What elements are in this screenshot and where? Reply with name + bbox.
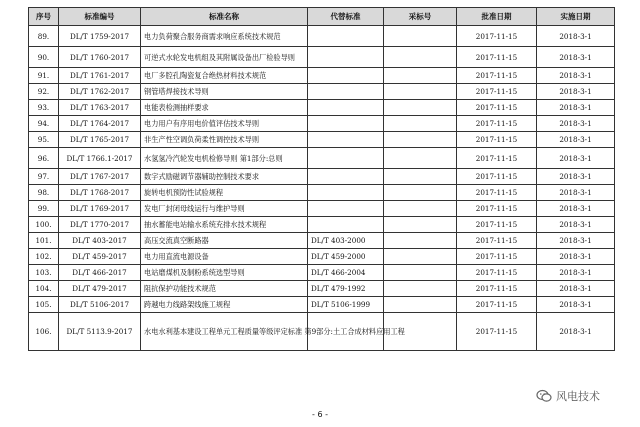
cell-no: 90. bbox=[29, 47, 59, 68]
cell-impl-date: 2018-3-1 bbox=[537, 233, 615, 249]
table-row bbox=[29, 185, 615, 201]
cell-code: DL/T 466-2017 bbox=[59, 265, 141, 281]
cell-impl-date: 2018-3-1 bbox=[537, 26, 615, 47]
cell-impl-date: 2018-3-1 bbox=[537, 281, 615, 297]
cell-name: 发电厂封闭母线运行与维护导则 bbox=[141, 201, 308, 217]
table-row bbox=[29, 84, 615, 100]
cell-adopt bbox=[384, 297, 457, 313]
table-row bbox=[29, 265, 615, 281]
cell-replaces bbox=[308, 217, 384, 233]
cell-adopt bbox=[384, 201, 457, 217]
table-row bbox=[29, 201, 615, 217]
cell-replaces: DL/T 459-2000 bbox=[308, 249, 384, 265]
table-row bbox=[29, 68, 615, 84]
cell-no: 98. bbox=[29, 185, 59, 201]
cell-impl-date: 2018-3-1 bbox=[537, 68, 615, 84]
cell-replaces bbox=[308, 185, 384, 201]
cell-code: DL/T 403-2017 bbox=[59, 233, 141, 249]
cell-name: 电站磨煤机及制粉系统选型导则 bbox=[141, 265, 308, 281]
cell-impl-date: 2018-3-1 bbox=[537, 185, 615, 201]
cell-no: 99. bbox=[29, 201, 59, 217]
cell-code: DL/T 5106-2017 bbox=[59, 297, 141, 313]
header-replaces: 代替标准 bbox=[308, 8, 384, 26]
cell-impl-date: 2018-3-1 bbox=[537, 100, 615, 116]
header-code: 标准编号 bbox=[59, 8, 141, 26]
cell-no: 97. bbox=[29, 169, 59, 185]
header-impl-date: 实施日期 bbox=[537, 8, 615, 26]
cell-approve-date: 2017-11-15 bbox=[457, 313, 537, 351]
cell-name: 电能表检测抽样要求 bbox=[141, 100, 308, 116]
cell-replaces bbox=[308, 116, 384, 132]
cell-code: DL/T 1763-2017 bbox=[59, 100, 141, 116]
cell-replaces bbox=[308, 201, 384, 217]
cell-approve-date: 2017-11-15 bbox=[457, 281, 537, 297]
cell-code: DL/T 1766.1-2017 bbox=[59, 148, 141, 169]
cell-approve-date: 2017-11-15 bbox=[457, 148, 537, 169]
cell-no: 105. bbox=[29, 297, 59, 313]
cell-name: 电力用户有序用电价值评估技术导则 bbox=[141, 116, 308, 132]
cell-code: DL/T 479-2017 bbox=[59, 281, 141, 297]
cell-no: 96. bbox=[29, 148, 59, 169]
cell-adopt bbox=[384, 233, 457, 249]
cell-code: DL/T 1767-2017 bbox=[59, 169, 141, 185]
cell-replaces bbox=[308, 68, 384, 84]
cell-impl-date: 2018-3-1 bbox=[537, 132, 615, 148]
watermark-text: 风电技术 bbox=[556, 390, 600, 403]
cell-approve-date: 2017-11-15 bbox=[457, 185, 537, 201]
table-row bbox=[29, 313, 615, 351]
cell-approve-date: 2017-11-15 bbox=[457, 84, 537, 100]
cell-no: 103. bbox=[29, 265, 59, 281]
cell-code: DL/T 1764-2017 bbox=[59, 116, 141, 132]
cell-impl-date: 2018-3-1 bbox=[537, 217, 615, 233]
cell-adopt bbox=[384, 265, 457, 281]
cell-adopt bbox=[384, 47, 457, 68]
cell-replaces bbox=[308, 84, 384, 100]
cell-approve-date: 2017-11-15 bbox=[457, 233, 537, 249]
cell-name: 抽水蓄能电站输水系统充排水技术规程 bbox=[141, 217, 308, 233]
page-number: - 6 - bbox=[312, 410, 328, 419]
cell-adopt bbox=[384, 84, 457, 100]
cell-no: 104. bbox=[29, 281, 59, 297]
cell-adopt bbox=[384, 281, 457, 297]
cell-code: DL/T 1770-2017 bbox=[59, 217, 141, 233]
cell-approve-date: 2017-11-15 bbox=[457, 132, 537, 148]
cell-replaces bbox=[308, 169, 384, 185]
cell-no: 93. bbox=[29, 100, 59, 116]
cell-impl-date: 2018-3-1 bbox=[537, 313, 615, 351]
cell-replaces: DL/T 466-2004 bbox=[308, 265, 384, 281]
cell-approve-date: 2017-11-15 bbox=[457, 249, 537, 265]
table-row bbox=[29, 26, 615, 47]
table-row bbox=[29, 132, 615, 148]
table-row bbox=[29, 233, 615, 249]
watermark bbox=[536, 388, 600, 404]
cell-code: DL/T 1768-2017 bbox=[59, 185, 141, 201]
cell-name: 可逆式水轮发电机组及其附属设备出厂检验导则 bbox=[141, 47, 308, 68]
cell-replaces: DL/T 403-2000 bbox=[308, 233, 384, 249]
cell-impl-date: 2018-3-1 bbox=[537, 84, 615, 100]
header-adopt: 采标号 bbox=[384, 8, 457, 26]
cell-adopt bbox=[384, 100, 457, 116]
table-row bbox=[29, 281, 615, 297]
cell-impl-date: 2018-3-1 bbox=[537, 265, 615, 281]
cell-code: DL/T 1762-2017 bbox=[59, 84, 141, 100]
cell-no: 106. bbox=[29, 313, 59, 351]
table-row bbox=[29, 47, 615, 68]
cell-code: DL/T 1765-2017 bbox=[59, 132, 141, 148]
cell-name: 电厂多腔孔陶瓷复合绝热材料技术规范 bbox=[141, 68, 308, 84]
cell-replaces bbox=[308, 26, 384, 47]
cell-impl-date: 2018-3-1 bbox=[537, 116, 615, 132]
cell-approve-date: 2017-11-15 bbox=[457, 47, 537, 68]
cell-impl-date: 2018-3-1 bbox=[537, 148, 615, 169]
cell-adopt bbox=[384, 148, 457, 169]
cell-no: 101. bbox=[29, 233, 59, 249]
cell-code: DL/T 1759-2017 bbox=[59, 26, 141, 47]
cell-name: 旋转电机预防性试验规程 bbox=[141, 185, 308, 201]
table-body bbox=[29, 26, 615, 351]
table-row bbox=[29, 217, 615, 233]
table-row bbox=[29, 297, 615, 313]
cell-name: 电力用直流电源设备 bbox=[141, 249, 308, 265]
cell-impl-date: 2018-3-1 bbox=[537, 249, 615, 265]
cell-no: 102. bbox=[29, 249, 59, 265]
cell-adopt bbox=[384, 132, 457, 148]
header-approve-date: 批准日期 bbox=[457, 8, 537, 26]
cell-name: 跨越电力线路架线施工规程 bbox=[141, 297, 308, 313]
header-no: 序号 bbox=[29, 8, 59, 26]
cell-approve-date: 2017-11-15 bbox=[457, 169, 537, 185]
cell-impl-date: 2018-3-1 bbox=[537, 201, 615, 217]
cell-code: DL/T 1769-2017 bbox=[59, 201, 141, 217]
cell-replaces bbox=[308, 100, 384, 116]
cell-replaces bbox=[308, 47, 384, 68]
cell-approve-date: 2017-11-15 bbox=[457, 297, 537, 313]
cell-adopt bbox=[384, 68, 457, 84]
cell-approve-date: 2017-11-15 bbox=[457, 68, 537, 84]
wechat-bubble-icon bbox=[536, 389, 552, 403]
cell-name: 非生产性空调负荷柔性调控技术导则 bbox=[141, 132, 308, 148]
cell-no: 100. bbox=[29, 217, 59, 233]
cell-no: 95. bbox=[29, 132, 59, 148]
cell-replaces bbox=[308, 148, 384, 169]
cell-impl-date: 2018-3-1 bbox=[537, 297, 615, 313]
cell-adopt bbox=[384, 116, 457, 132]
cell-adopt bbox=[384, 26, 457, 47]
cell-replaces: DL/T 479-1992 bbox=[308, 281, 384, 297]
cell-adopt bbox=[384, 169, 457, 185]
cell-no: 91. bbox=[29, 68, 59, 84]
cell-name: 阻抗保护功能技术规范 bbox=[141, 281, 308, 297]
cell-replaces: DL/T 5106-1999 bbox=[308, 297, 384, 313]
standards-table bbox=[28, 7, 615, 351]
cell-name: 钢管塔焊接技术导则 bbox=[141, 84, 308, 100]
cell-approve-date: 2017-11-15 bbox=[457, 201, 537, 217]
table-row bbox=[29, 116, 615, 132]
cell-name: 水氢氢冷汽轮发电机检修导则 第1部分:总则 bbox=[141, 148, 308, 169]
table-row bbox=[29, 100, 615, 116]
cell-approve-date: 2017-11-15 bbox=[457, 100, 537, 116]
cell-name: 电力负荷聚合服务商需求响应系统技术规范 bbox=[141, 26, 308, 47]
cell-code: DL/T 5113.9-2017 bbox=[59, 313, 141, 351]
cell-approve-date: 2017-11-15 bbox=[457, 116, 537, 132]
cell-impl-date: 2018-3-1 bbox=[537, 47, 615, 68]
cell-adopt bbox=[384, 249, 457, 265]
cell-name: 高压交流真空断路器 bbox=[141, 233, 308, 249]
cell-approve-date: 2017-11-15 bbox=[457, 217, 537, 233]
cell-name: 数字式励磁调节器辅助控制技术要求 bbox=[141, 169, 308, 185]
table-row bbox=[29, 169, 615, 185]
cell-no: 89. bbox=[29, 26, 59, 47]
cell-replaces bbox=[308, 132, 384, 148]
cell-adopt bbox=[384, 217, 457, 233]
cell-approve-date: 2017-11-15 bbox=[457, 265, 537, 281]
cell-no: 92. bbox=[29, 84, 59, 100]
table-header-row bbox=[29, 8, 615, 26]
cell-code: DL/T 1760-2017 bbox=[59, 47, 141, 68]
header-name: 标准名称 bbox=[141, 8, 308, 26]
cell-code: DL/T 1761-2017 bbox=[59, 68, 141, 84]
cell-approve-date: 2017-11-15 bbox=[457, 26, 537, 47]
cell-impl-date: 2018-3-1 bbox=[537, 169, 615, 185]
cell-name: 水电水利基本建设工程单元工程质量等级评定标准 第9部分:土工合成材料应用工程 bbox=[141, 313, 308, 351]
cell-adopt bbox=[384, 185, 457, 201]
cell-code: DL/T 459-2017 bbox=[59, 249, 141, 265]
table-row bbox=[29, 148, 615, 169]
cell-no: 94. bbox=[29, 116, 59, 132]
table-row bbox=[29, 249, 615, 265]
